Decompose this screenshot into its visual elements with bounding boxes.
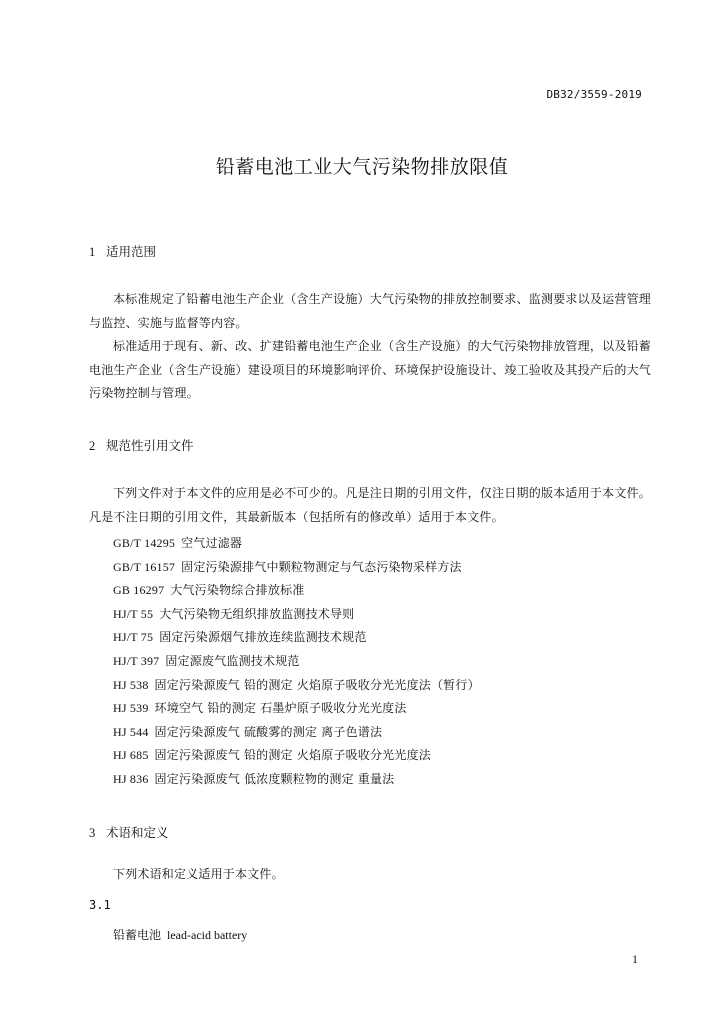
section-2-intro: 下列文件对于本文件的应用是必不可少的。凡是注日期的引用文件，仅注日期的版本适用于本文件。凡是不注日期的引用文件，其最新版本（包括所有的修改单）适用于本文件。 [89,486,651,524]
reference-item [113,581,304,598]
reference-code: HJ 544 [113,725,149,739]
document-code: DB32/3559-2019 [546,88,642,101]
term-english: lead-acid battery [167,928,248,942]
reference-title: 空气过滤器 [181,536,243,550]
section-3-title: 术语和定义 [106,825,169,840]
reference-title: 固定污染源废气 铅的测定 火焰原子吸收分光光度法 [154,748,431,762]
reference-title: 固定污染源废气 铅的测定 火焰原子吸收分光光度法（暂行） [154,678,480,692]
section-2-title: 规范性引用文件 [106,438,194,453]
reference-code: HJ/T 55 [113,607,154,621]
section-1-paragraph-1: 本标准规定了铅蓄电池生产企业（含生产设施）大气污染物的排放控制要求、监测要求以及运营管理与监控、实施与监督等内容。 [89,292,651,330]
reference-code: HJ/T 75 [113,630,154,644]
reference-code: GB/T 14295 [113,536,176,550]
reference-item [113,723,382,740]
reference-item [113,605,354,622]
section-3-number: 3 [89,826,96,840]
reference-item [113,628,367,645]
reference-item [113,652,300,669]
page-number: 1 [632,952,638,966]
section-2-heading [89,436,194,454]
reference-code: HJ 685 [113,748,149,762]
reference-item [113,699,407,716]
reference-code: HJ/T 397 [113,654,160,668]
reference-code: HJ 836 [113,772,149,786]
reference-code: HJ 539 [113,701,149,715]
reference-code: GB 16297 [113,583,165,597]
term-entry [113,926,247,943]
term-chinese: 铅蓄电池 [113,928,162,942]
section-1-number: 1 [89,245,96,259]
reference-item [113,746,431,763]
section-2-number: 2 [89,439,96,453]
reference-item [113,534,242,551]
section-3-intro: 下列术语和定义适用于本文件。 [113,867,284,881]
reference-item [113,558,462,575]
reference-item [113,676,480,693]
reference-item [113,770,394,787]
reference-code: HJ 538 [113,678,149,692]
section-1-heading [89,242,156,260]
section-1-title: 适用范围 [106,244,157,259]
section-1-paragraph-2: 标准适用于现有、新、改、扩建铅蓄电池生产企业（含生产设施）的大气污染物排放管理，以及铅蓄电池生产企业（含生产设施）建设项目的环境影响评价、环境保护设施设计、竣工验收及其投产后的大气污染物控制与管理。 [89,339,651,400]
reference-title: 固定污染源废气 硫酸雾的测定 离子色谱法 [154,725,383,739]
section-3-heading [89,823,169,841]
reference-title: 环境空气 铅的测定 石墨炉原子吸收分光光度法 [154,701,407,715]
reference-title: 固定污染源烟气排放连续监测技术规范 [159,630,367,644]
reference-title: 固定污染源废气 低浓度颗粒物的测定 重量法 [154,772,395,786]
document-title: 铅蓄电池工业大气污染物排放限值 [215,156,509,178]
reference-title: 大气污染物综合排放标准 [170,583,305,597]
reference-title: 固定污染源排气中颗粒物测定与气态污染物采样方法 [181,560,462,574]
reference-code: GB/T 16157 [113,560,176,574]
reference-title: 大气污染物无组织排放监测技术导则 [159,607,355,621]
reference-title: 固定源废气监测技术规范 [165,654,300,668]
subclause-number: 3.1 [89,898,111,912]
